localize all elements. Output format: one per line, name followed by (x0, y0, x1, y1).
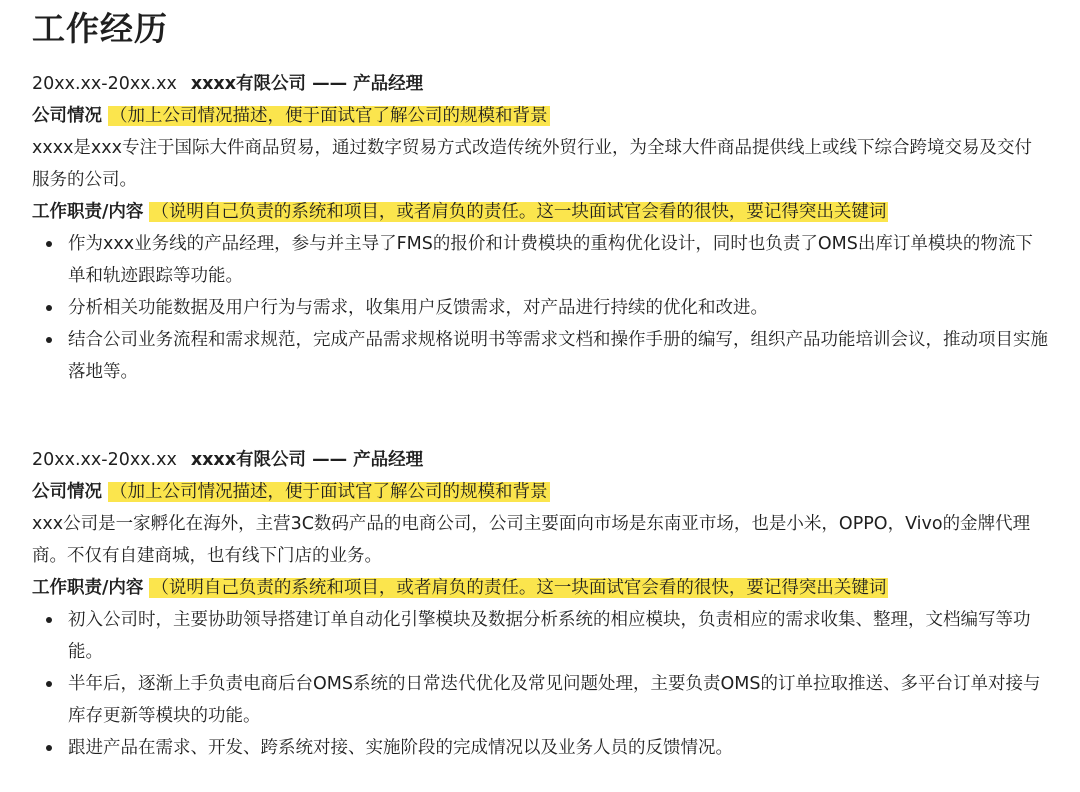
list-item: 分析相关功能数据及用户行为与需求，收集用户反馈需求，对产品进行持续的优化和改进。 (32, 292, 1048, 324)
job-company-role: xxxx有限公司 —— 产品经理 (190, 450, 424, 470)
company-label: 公司情况 (32, 482, 102, 502)
duty-line (32, 572, 1080, 604)
job-entry (32, 444, 1080, 764)
company-label: 公司情况 (32, 106, 102, 126)
company-description: xxxx是xxx专注于国际大件商品贸易，通过数字贸易方式改造传统外贸行业，为全球大件商品提供线上或线下综合跨境交易及交付服务的公司。 (32, 138, 1032, 190)
list-item: 结合公司业务流程和需求规范，完成产品需求规格说明书等需求文档和操作手册的编写，组织产品功能培训会议，推动项目实施落地等。 (32, 324, 1048, 388)
list-item: 作为xxx业务线的产品经理，参与并主导了FMS的报价和计费模块的重构优化设计，同时也负责了OMS出库订单模块的物流下单和轨迹跟踪等功能。 (32, 228, 1048, 292)
duty-line (32, 196, 1080, 228)
duty-label: 工作职责/内容 (32, 202, 144, 222)
duty-list (32, 604, 1080, 764)
duty-list (32, 228, 1080, 388)
list-item: 半年后，逐渐上手负责电商后台OMS系统的日常迭代优化及常见问题处理，主要负责OMS的订单拉取推送、多平台订单对接与库存更新等模块的功能。 (32, 668, 1048, 732)
company-info-line (32, 476, 1080, 508)
company-info-line (32, 100, 1080, 132)
company-description: xxx公司是一家孵化在海外，主营3C数码产品的电商公司，公司主要面向市场是东南亚市场，也是小米，OPPO，Vivo的金牌代理商。不仅有自建商城，也有线下门店的业务。 (32, 514, 1031, 566)
company-hint: （加上公司情况描述，便于面试官了解公司的规模和背景 (110, 482, 548, 502)
job-company-role: xxxx有限公司 —— 产品经理 (190, 74, 424, 94)
list-item: 初入公司时，主要协助领导搭建订单自动化引擎模块及数据分析系统的相应模块，负责相应的需求收集、整理，文档编写等功能。 (32, 604, 1048, 668)
job-entry (32, 68, 1080, 388)
job-header (32, 444, 1080, 476)
job-date: 20xx.xx-20xx.xx (32, 74, 177, 94)
section-title: 工作经历 (32, 9, 168, 48)
duty-hint: （说明自己负责的系统和项目，或者肩负的责任。这一块面试官会看的很快，要记得突出关键词 (151, 578, 887, 598)
job-header (32, 68, 1080, 100)
duty-hint: （说明自己负责的系统和项目，或者肩负的责任。这一块面试官会看的很快，要记得突出关键词 (151, 202, 887, 222)
duty-label: 工作职责/内容 (32, 578, 144, 598)
job-date: 20xx.xx-20xx.xx (32, 450, 177, 470)
list-item: 跟进产品在需求、开发、跨系统对接、实施阶段的完成情况以及业务人员的反馈情况。 (32, 732, 1048, 764)
company-hint: （加上公司情况描述，便于面试官了解公司的规模和背景 (110, 106, 548, 126)
